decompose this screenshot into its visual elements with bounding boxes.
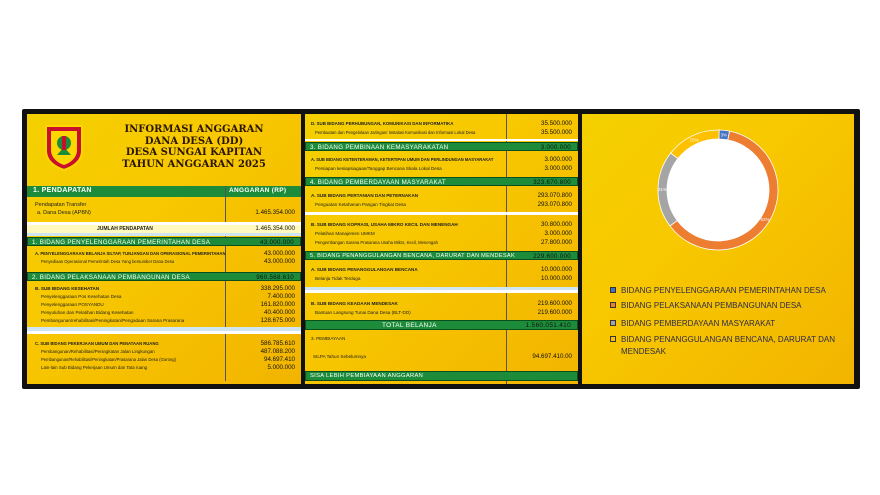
bidang-1-item: Penyediaan Operasional Pemerintah Desa Yang bersumber Dana Desa bbox=[41, 259, 175, 264]
title-line-3: DESA SUNGAI KAPITAN bbox=[125, 147, 263, 158]
sub-b-item-4: Pembangunan/rehabilitasi/Peningkatan/Pengadaan Sarana Prasarana bbox=[41, 318, 185, 323]
transfer-label: Pendapatan Transfer bbox=[35, 202, 87, 208]
sub-d: D. SUB BIDANG PERHUBUNGAN, KOMUNIKASI DAN INFORMATIKA bbox=[311, 121, 454, 126]
legend-swatch-1 bbox=[610, 287, 616, 293]
bidang-4-sub-a-item-value: 293.070.800 bbox=[537, 201, 572, 208]
bidang-5-row bbox=[305, 251, 578, 260]
bidang-1-row bbox=[27, 237, 301, 246]
total-belanja-value: 1.560.051.410 bbox=[525, 322, 571, 329]
donut-label-4: 15% bbox=[689, 137, 699, 143]
bidang-2-sub-b: B. SUB BIDANG KESEHATAN bbox=[35, 286, 100, 291]
bidang-4-sub-a: A. SUB BIDANG PERTANIAN DAN PETERNAKAN bbox=[311, 193, 419, 198]
chart-panel bbox=[582, 114, 854, 384]
sub-b-item-4-value: 128.675.000 bbox=[260, 317, 295, 324]
spacer-white-5 bbox=[305, 290, 578, 293]
legend-label-4: BIDANG PENANGGULANGAN BENCANA, DARURAT DAN MENDESAK bbox=[621, 335, 835, 356]
legend-item-1 bbox=[610, 285, 826, 297]
sub-b-item-3: Penyuluhan dan Pelatihan Bidang Kesehatan bbox=[41, 310, 134, 315]
bidang-5-sub-b-item-value: 219.600.000 bbox=[537, 309, 572, 316]
jumlah-value: 1.465.354.000 bbox=[255, 225, 295, 232]
jumlah-label: JUMLAH PENDAPATAN bbox=[97, 226, 153, 232]
sub-c-item-2-value: 94.697.410 bbox=[264, 356, 295, 363]
sub-d-value: 35.500.000 bbox=[541, 120, 572, 127]
donut-label-2: 62% bbox=[760, 217, 770, 223]
bidang-5-sub-b-item: Bantuan Langsung Tunai Dana Desa (BLT-DD) bbox=[315, 310, 411, 315]
middle-panel bbox=[305, 114, 578, 384]
bidang-3-item-value: 3.000.000 bbox=[544, 165, 572, 172]
donut-label-3: 21% bbox=[657, 186, 668, 192]
bidang-5-sub-a-item: Belanja Tidak Terduga bbox=[315, 276, 361, 281]
bidang-1-sub-value: 43.000.000 bbox=[264, 250, 295, 257]
bidang-4-value: 323.670.800 bbox=[533, 179, 571, 186]
bidang-2-title: 2. BIDANG PELAKSANAAN PEMBANGUNAN DESA bbox=[32, 274, 190, 281]
bidang-2-value: 960.568.610 bbox=[256, 274, 294, 281]
regency-emblem-logo bbox=[43, 123, 85, 171]
bidang-3-sub-value: 3.000.000 bbox=[544, 156, 572, 163]
sub-c-item-2: Pembangunan/Rehabilitasi/Peningkatan/Prasarana Jalan Desa (Gorong) bbox=[41, 357, 177, 362]
title-line-2: DANA DESA (DD) bbox=[144, 135, 244, 147]
bidang-4-sub-b-item-2-value: 27.800.000 bbox=[541, 239, 572, 246]
donut-label-1: 3% bbox=[720, 132, 728, 138]
silpa-value: 94.697.410.00 bbox=[532, 353, 572, 360]
bidang-4-row bbox=[305, 177, 578, 186]
bidang-3-sub: A. SUB BIDANG KETENTERAMAN, KETERTIPAN UMUM DAN PERLINDUNGAN MASYARAKAT bbox=[311, 157, 494, 162]
board-title bbox=[89, 124, 299, 170]
bidang-1-value: 43.000.000 bbox=[260, 239, 294, 246]
bidang-5-sub-a-item-value: 10.000.000 bbox=[541, 275, 572, 282]
sisa-row bbox=[305, 371, 578, 381]
bidang-4-sub-a-item: Penguatan Ketahanan Pangan Tingkat Desa bbox=[315, 202, 406, 207]
bidang-2-row bbox=[27, 272, 301, 281]
total-belanja-label: TOTAL BELANJA bbox=[382, 322, 437, 329]
bidang-1-item-value: 43.000.000 bbox=[264, 258, 295, 265]
bidang-4-sub-b-item-1: Pelatihan Manajemen UMKM bbox=[315, 231, 375, 236]
bidang-1-title: 1. BIDANG PENYELENGGARAAN PEMERINTAHAN DESA bbox=[32, 239, 211, 246]
sub-c-item-1: Pembangunan/Rehabilitasi/Peningkatan Jalan Lingkungan bbox=[41, 349, 155, 354]
bidang-4-sub-a-value: 293.070.800 bbox=[537, 192, 572, 199]
bidang-5-sub-a-value: 10.000.000 bbox=[541, 266, 572, 273]
bidang-3-title: 3. BIDANG PEMBINAAN KEMASYARAKATAN bbox=[310, 144, 449, 151]
bidang-4-sub-b-item-1-value: 3.000.000 bbox=[544, 230, 572, 237]
donut-hole bbox=[667, 139, 769, 241]
column-divider bbox=[225, 186, 226, 381]
bidang-4-title: 4. BIDANG PEMBERDAYAAN MASYARAKAT bbox=[310, 179, 446, 186]
sub-b-item-2-value: 161.820.000 bbox=[260, 301, 295, 308]
pendapatan-title: 1. PENDAPATAN bbox=[33, 187, 92, 194]
legend-swatch-4 bbox=[610, 336, 616, 342]
bidang-5-sub-b: B. SUB BIDANG KEADAAN MENDESAK bbox=[311, 301, 398, 306]
bidang-4-sub-b-item-2: Pengembangan Sarana Prasarana Usaha Mikro, Kecil, Menengah bbox=[315, 240, 438, 245]
anggaran-header: ANGGARAN (RP) bbox=[229, 187, 287, 194]
sub-b-item-1: Penyelenggaraan Pos Kesehatan Desa bbox=[41, 294, 122, 299]
pembiayaan-label: 3. PEMBIAYAAN bbox=[311, 336, 346, 341]
legend-item-3 bbox=[610, 318, 775, 330]
legend-swatch-3 bbox=[610, 320, 616, 326]
sisa-label: SISA LEBIH PEMBIAYAAN ANGGARAN bbox=[310, 373, 424, 379]
bidang-3-item: Persiapan kesiapsiagaan/Tanggap Bencana Skala Lokal Desa bbox=[315, 166, 442, 171]
title-line-1: INFORMASI ANGGARAN bbox=[124, 124, 264, 135]
silpa-label: SILPA Tahun Sebelumnya bbox=[313, 354, 366, 359]
sub-b-item-2: Penyelenggaraan POSYANDU bbox=[41, 302, 104, 307]
legend-item-2 bbox=[610, 300, 802, 312]
legend-label-1: BIDANG PENYELENGGARAAN PEMERINTAHAN DESA bbox=[621, 286, 826, 295]
dana-desa-label: a. Dana Desa (APBN) bbox=[37, 210, 91, 216]
donut-chart bbox=[654, 122, 782, 264]
pendapatan-header-row bbox=[27, 186, 301, 197]
bidang-2-sub-b-value: 338.295.000 bbox=[260, 285, 295, 292]
legend-swatch-2 bbox=[610, 302, 616, 308]
spacer-pale bbox=[27, 233, 301, 236]
sub-b-item-1-value: 7.400.000 bbox=[267, 293, 295, 300]
legend-item-4 bbox=[610, 334, 842, 358]
bidang-2-sub-c: C. SUB BIDANG PEKERJAAN UMUM DAN PENATAAN RUANG bbox=[35, 341, 159, 346]
bidang-1-sub: A. PENYELENGGARAAN BELANJA SILTAP, TUNJANGAN DAN OPERASIONAL PEMERINTAHAN bbox=[35, 251, 226, 256]
title-line-4: TAHUN ANGGARAN 2025 bbox=[122, 158, 266, 170]
sub-c-item-3: Lain-lain Sub Bidang Pekerjaan Umum dan Tata ruang bbox=[41, 365, 148, 370]
jumlah-row bbox=[27, 225, 301, 233]
bidang-5-value: 229.600.000 bbox=[533, 253, 571, 260]
bidang-2-sub-c-value: 586.785.610 bbox=[260, 340, 295, 347]
sub-b-item-3-value: 40.400.000 bbox=[264, 309, 295, 316]
spacer-white-3 bbox=[305, 139, 578, 141]
bidang-5-sub-a: A. SUB BIDANG PENANGGULANGAN BENCANA bbox=[311, 267, 418, 272]
sub-c-item-1-value: 487.088.200 bbox=[260, 348, 295, 355]
info-board bbox=[22, 109, 860, 389]
legend-label-3: BIDANG PEMBERDAYAAN MASYARAKAT bbox=[621, 319, 776, 328]
sub-d-item: Pembuatan dan Pengelolaan Jaringan/ Instalasi Komunikasi dan Informasi Lokal Desa bbox=[315, 130, 476, 135]
bidang-5-sub-b-value: 219.600.000 bbox=[537, 300, 572, 307]
column-divider-2 bbox=[506, 114, 507, 384]
bidang-4-sub-b-value: 30.800.000 bbox=[541, 221, 572, 228]
bidang-5-title: 5. BIDANG PENANGGULANGAN BENCANA, DARURAT DAN MENDESAK bbox=[310, 253, 515, 259]
sub-d-item-value: 35.500.000 bbox=[541, 129, 572, 136]
spacer-white-2 bbox=[27, 331, 301, 334]
spacer-white-4 bbox=[305, 212, 578, 215]
total-belanja-row bbox=[305, 320, 578, 330]
legend-label-2: BIDANG PELAKSANAAN PEMBANGUNAN DESA bbox=[621, 301, 802, 310]
left-panel bbox=[27, 114, 301, 384]
bidang-3-value: 3.000.000 bbox=[540, 144, 571, 151]
dana-desa-value: 1.465.354.000 bbox=[255, 209, 295, 216]
bidang-3-row bbox=[305, 142, 578, 151]
bidang-4-sub-b: B. SUB BIDANG KOPRASI, USAHA MIKRO KECIL DAN MENENGAH bbox=[311, 222, 458, 227]
sub-c-item-3-value: 5.000.000 bbox=[267, 364, 295, 371]
